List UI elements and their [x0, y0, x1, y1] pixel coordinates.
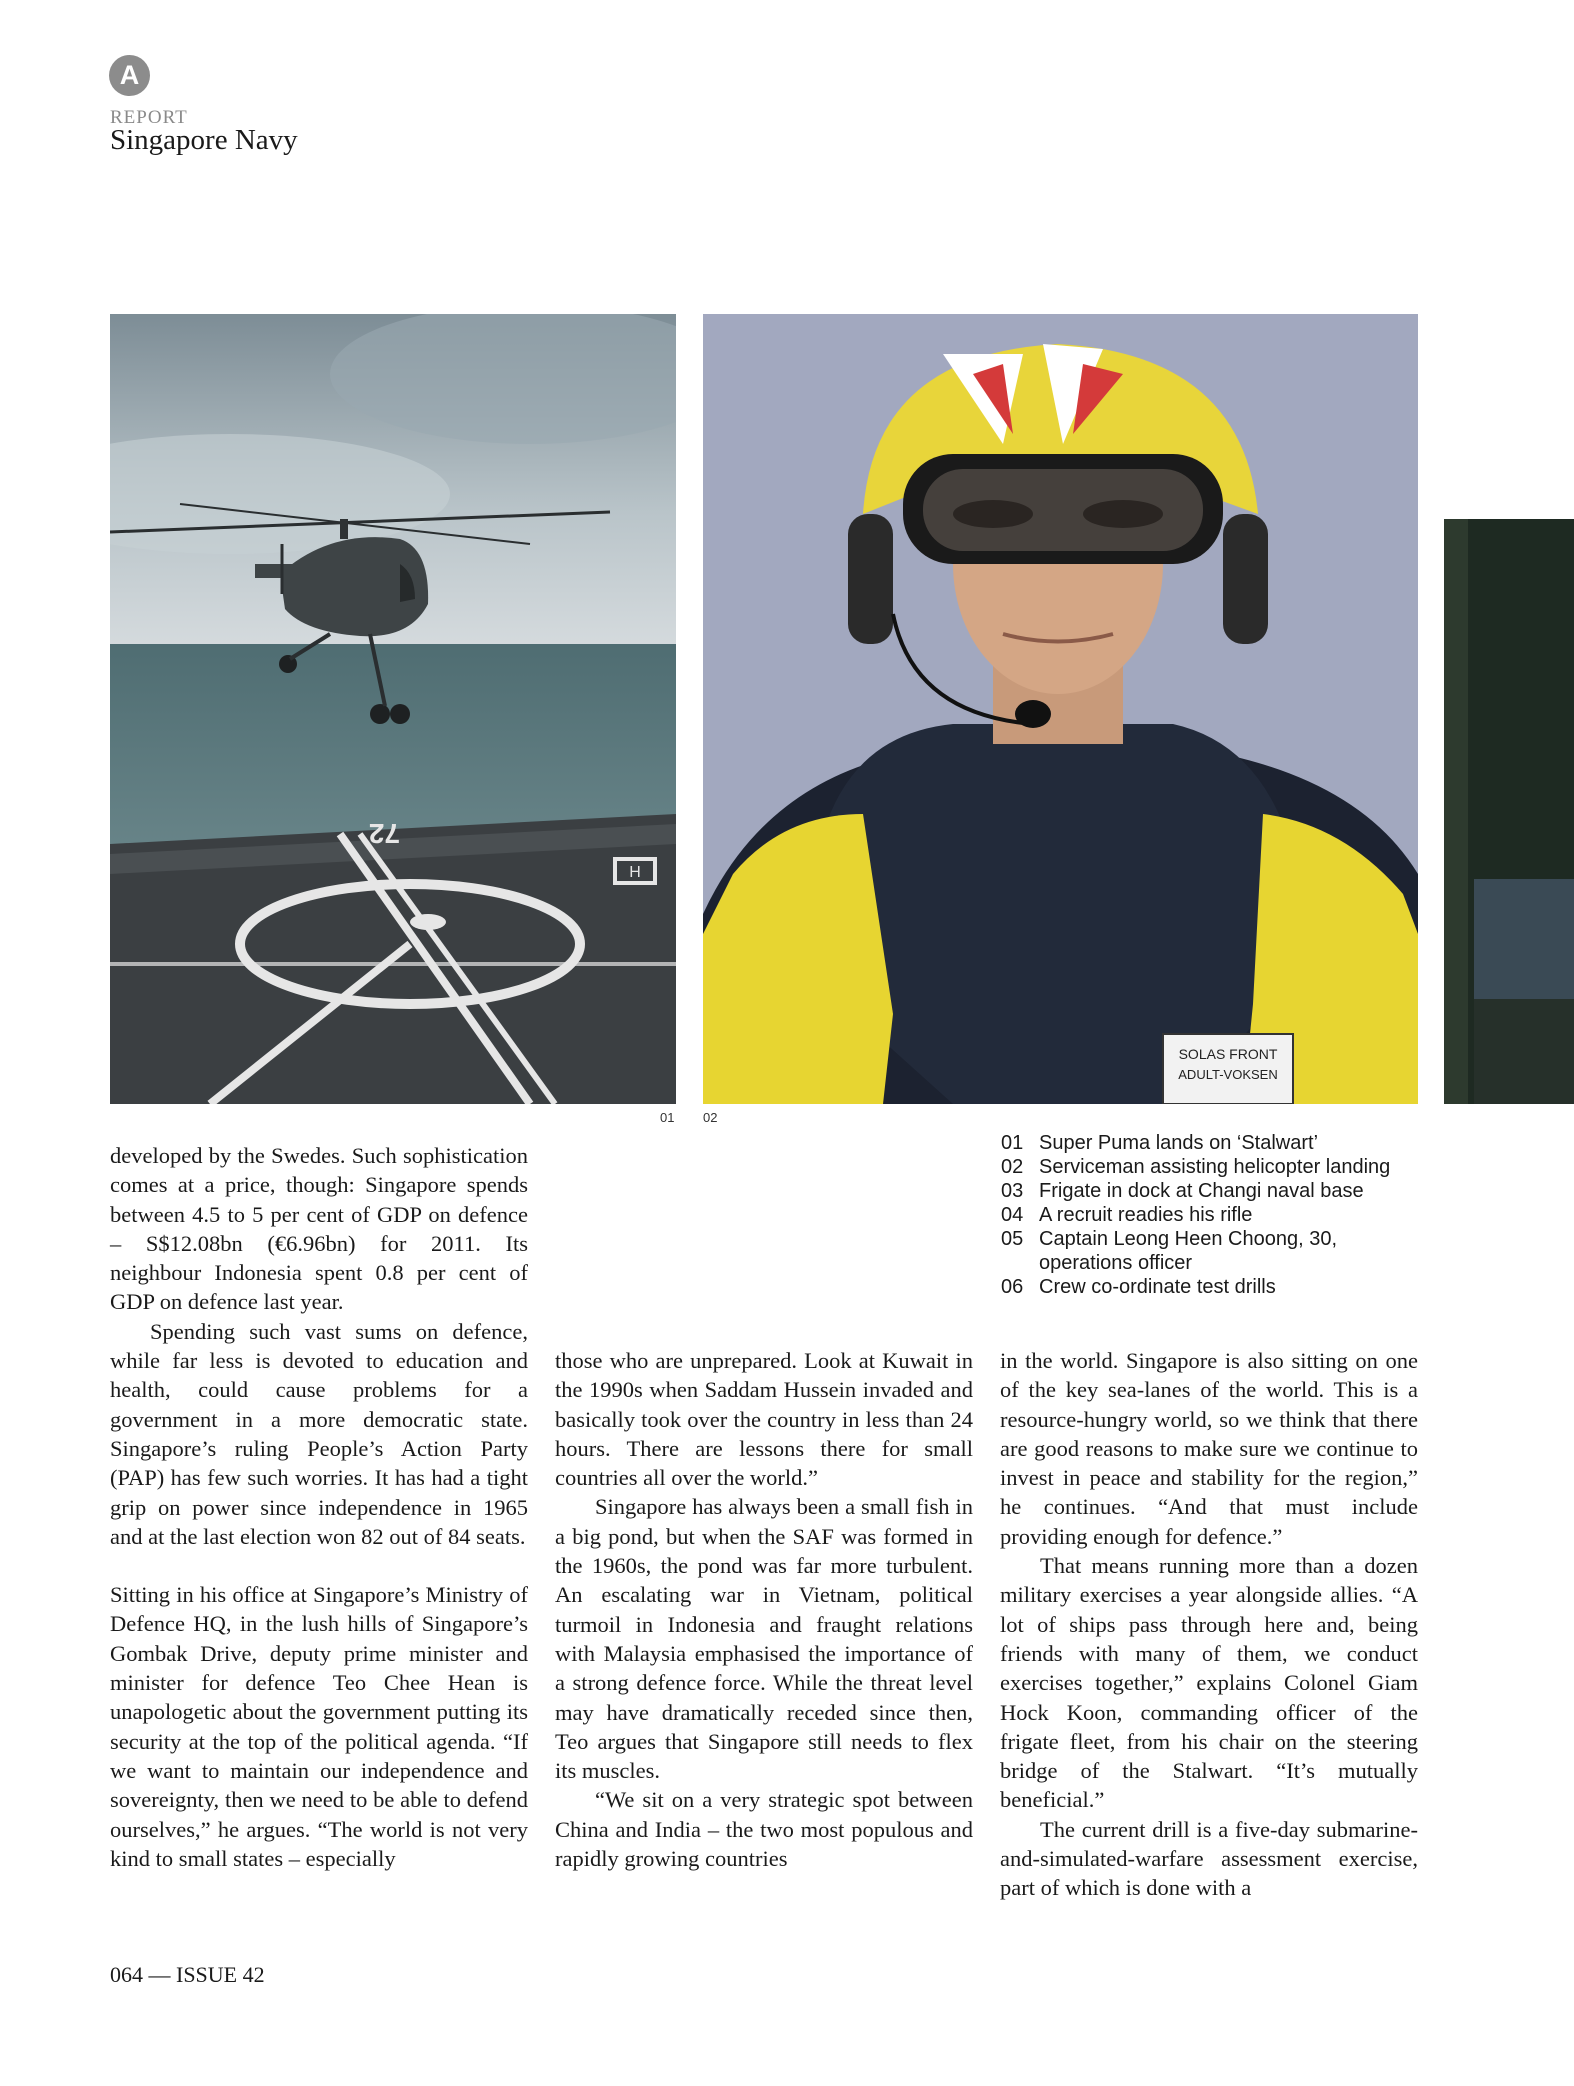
section-title: Singapore Navy: [110, 124, 298, 156]
article-column-1: [110, 1141, 528, 1873]
section-label: REPORT: [110, 107, 188, 128]
caption-item: [1001, 1179, 1421, 1203]
caption-number: 05: [1001, 1228, 1024, 1250]
photo-edge-next: [1444, 519, 1574, 1104]
article-column-2: [555, 1346, 973, 1873]
vest-patch-label: ADULT-VOKSEN: [1178, 1067, 1278, 1082]
article-paragraph: The current drill is a five-day submarine-and-simulated-warfare assessment exercise, part of which is done with a: [1000, 1816, 1418, 1901]
section-badge: A: [109, 55, 150, 96]
page-footer: 064 — ISSUE 42: [110, 1962, 265, 1987]
caption-text: Frigate in dock at Changi naval base: [1039, 1180, 1364, 1202]
caption-item: [1001, 1155, 1421, 1179]
deck-number-marking: 72: [368, 818, 400, 849]
caption-item: [1001, 1275, 1421, 1299]
article-paragraph: Sitting in his office at Singapore’s Ministry of Defence HQ, in the lush hills of Singapore’s Gombak Drive, deputy prime minister and minister for defence Teo Chee Hean is unapologetic about the government putting its security at the top of the political agenda. “If we want to maintain our independence and sovereignty, then we need to be able to defend ourselves,” he argues. “The world is not very kind to small states – especially: [110, 1582, 528, 1871]
caption-number: 01: [1001, 1132, 1024, 1154]
caption-item: [1001, 1131, 1421, 1155]
caption-number: 02: [1001, 1156, 1024, 1178]
photo-number-02: 02: [703, 1110, 718, 1125]
photo-serviceman: [703, 314, 1418, 1104]
caption-item: [1001, 1227, 1421, 1275]
caption-number: 06: [1001, 1276, 1024, 1298]
article-paragraph: Spending such vast sums on defence, while far less is devoted to education and health, could cause problems for a government in a more democratic state. Singapore’s ruling People’s Action Party (PAP) has few such worries. It has had a tight grip on power since independence in 1965 and at the last election won 82 out of 84 seats.: [110, 1318, 528, 1549]
caption-number: 04: [1001, 1204, 1024, 1226]
caption-number: 03: [1001, 1180, 1024, 1202]
caption-item: [1001, 1203, 1421, 1227]
article-paragraph: in the world. Singapore is also sitting on one of the key sea-lanes of the world. This is a resource-hungry world, so we think that there are good reasons to make sure we continue to invest in peace and stability for the region,” he continues. “And that must include providing enough for defence.”: [1000, 1348, 1418, 1549]
article-column-3: [1000, 1346, 1418, 1903]
photo-number-01: 01: [660, 1110, 675, 1125]
caption-text: Super Puma lands on ‘Stalwart’: [1039, 1132, 1319, 1154]
article-paragraph: those who are unprepared. Look at Kuwait in the 1990s when Saddam Hussein invaded and basically took over the country in less than 24 hours. There are lessons there for small countries all over the world.”: [555, 1348, 973, 1491]
caption-text: Captain Leong Heen Choong, 30, operations officer: [1039, 1228, 1338, 1274]
caption-list: [1001, 1131, 1421, 1299]
caption-text: Serviceman assisting helicopter landing: [1039, 1156, 1391, 1178]
photo-helicopter: [110, 314, 676, 1104]
article-paragraph: developed by the Swedes. Such sophistication comes at a price, though: Singapore spends between 4.5 to 5 per cent of GDP on defence – S$12.08bn (€6.96bn) for 2011. Its neighbour Indonesia spent 0.8 per cent of GDP on defence last year.: [110, 1143, 528, 1315]
caption-text: Crew co-ordinate test drills: [1039, 1276, 1276, 1298]
vest-patch-title: SOLAS FRONT: [1178, 1046, 1278, 1062]
article-paragraph: Singapore has always been a small fish in a big pond, but when the SAF was formed in the 1960s, the pond was far more turbulent. An escalating war in Vietnam, political turmoil in Indonesia and fraught relations with Malaysia emphasised the importance of a strong defence force. While the threat level may have dramatically receded since then, Teo argues that Singapore still needs to flex its muscles.: [555, 1494, 973, 1784]
article-paragraph: That means running more than a dozen military exercises a year alongside allies. “A lot of ships pass through here and, being friends with many of them, we conduct exercises together,” explains Colonel Giam Hock Koon, commanding officer of the frigate fleet, from his chair on the steering bridge of the Stalwart. “It’s mutually beneficial.”: [1000, 1553, 1418, 1813]
caption-text: A recruit readies his rifle: [1039, 1204, 1253, 1226]
deck-h-marking: H: [629, 864, 641, 881]
article-paragraph: “We sit on a very strategic spot between China and India – the two most populous and rapidly growing countries: [555, 1787, 973, 1872]
